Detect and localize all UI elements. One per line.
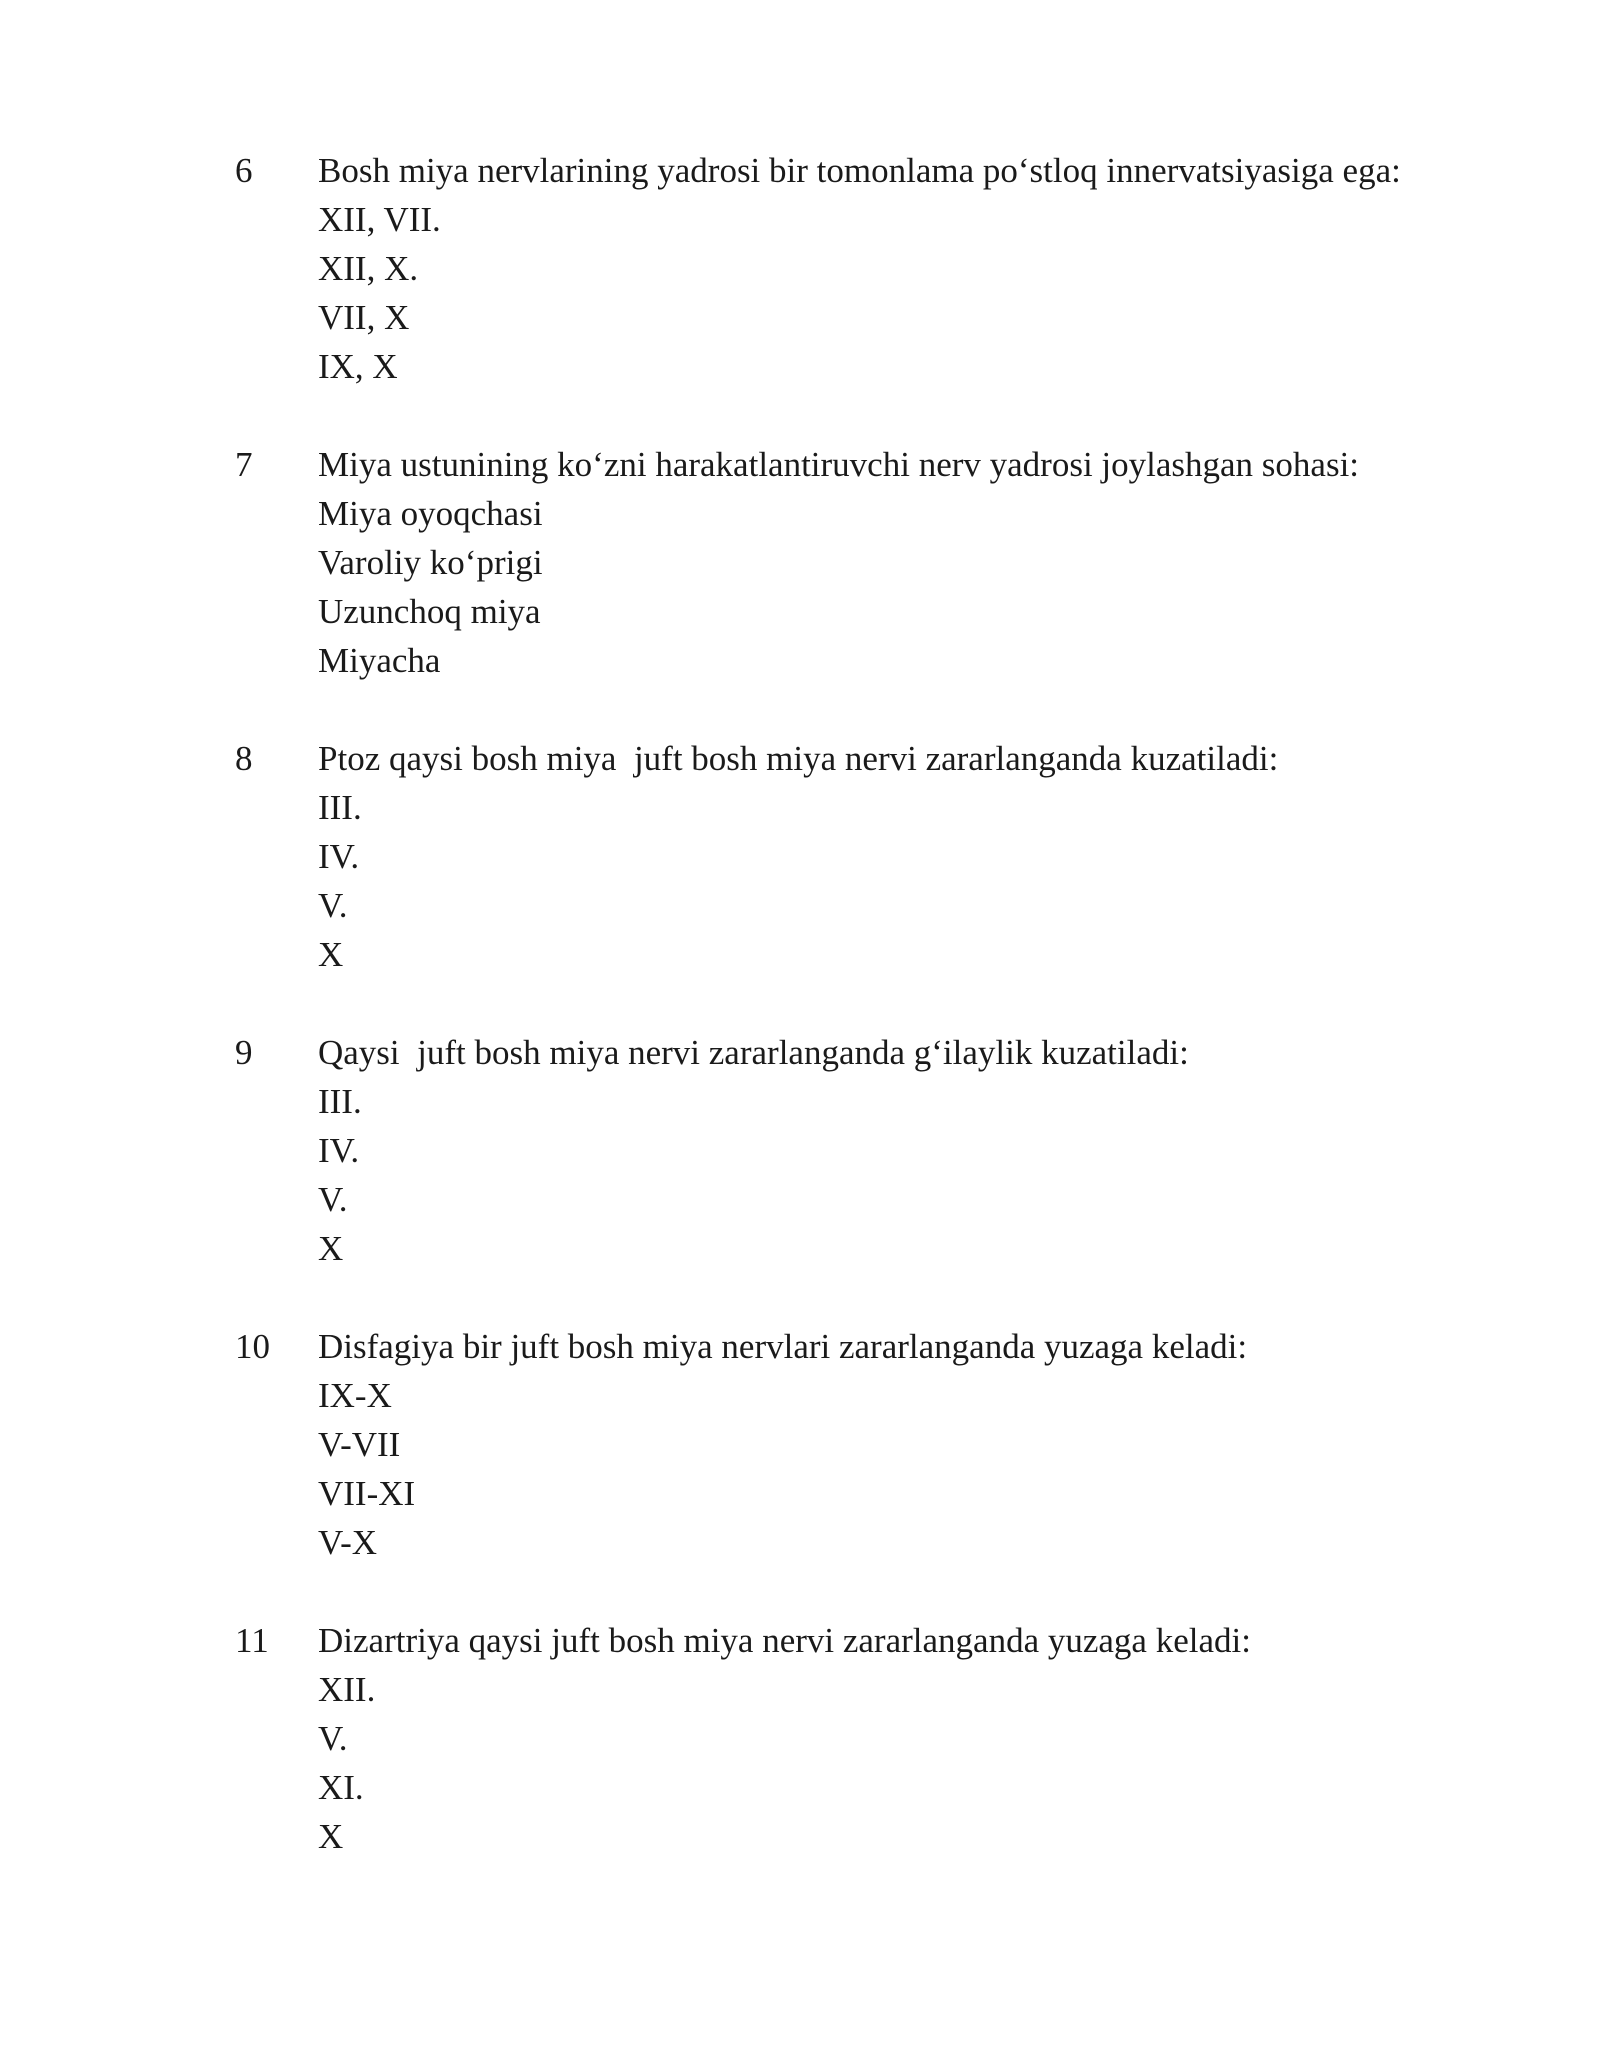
question-body: [318, 440, 1518, 685]
question-text: Bosh miya nervlarining yadrosi bir tomonlama po‘stloq innervatsiyasiga ega:: [318, 151, 1401, 190]
answer-option: XI.: [318, 1768, 364, 1807]
answer-option: IX, X: [318, 347, 398, 386]
answer-option: III.: [318, 788, 362, 827]
question-body: [318, 146, 1518, 391]
answer-option: IV.: [318, 837, 360, 876]
answer-option: V.: [318, 886, 348, 925]
answer-option: XII, VII.: [318, 200, 441, 239]
question-text: Qaysi juft bosh miya nervi zararlanganda g‘ilaylik kuzatiladi:: [318, 1033, 1189, 1072]
question-number: 10: [235, 1327, 270, 1366]
answer-option: XII.: [318, 1670, 376, 1709]
answer-option: IV.: [318, 1131, 360, 1170]
answer-option: IX-X: [318, 1376, 392, 1415]
answer-option: Varoliy ko‘prigi: [318, 543, 543, 582]
question-number: 7: [235, 445, 253, 484]
answer-option: Miyacha: [318, 641, 441, 680]
question-number: 6: [235, 151, 253, 190]
answer-option: Miya oyoqchasi: [318, 494, 543, 533]
question-number: 9: [235, 1033, 253, 1072]
question-body: [318, 1322, 1518, 1567]
question-body: [318, 734, 1518, 979]
question-text: Miya ustunining ko‘zni harakatlantiruvchi nerv yadrosi joylashgan sohasi:: [318, 445, 1360, 484]
answer-option: X: [318, 935, 344, 974]
answer-option: Uzunchoq miya: [318, 592, 541, 631]
question-body: [318, 1616, 1518, 1861]
question-body: [318, 1028, 1518, 1273]
answer-option: V-VII: [318, 1425, 401, 1464]
answer-option: VII, X: [318, 298, 410, 337]
answer-option: X: [318, 1229, 344, 1268]
answer-option: XII, X.: [318, 249, 419, 288]
answer-option: V.: [318, 1719, 348, 1758]
question-text: Dizartriya qaysi juft bosh miya nervi zararlanganda yuzaga keladi:: [318, 1621, 1251, 1660]
question-text: Ptoz qaysi bosh miya juft bosh miya nervi zararlanganda kuzatiladi:: [318, 739, 1279, 778]
answer-option: VII-XI: [318, 1474, 416, 1513]
answer-option: III.: [318, 1082, 362, 1121]
question-number: 8: [235, 739, 253, 778]
answer-option: X: [318, 1817, 344, 1856]
answer-option: V.: [318, 1180, 348, 1219]
question-text: Disfagiya bir juft bosh miya nervlari zararlanganda yuzaga keladi:: [318, 1327, 1248, 1366]
answer-option: V-X: [318, 1523, 377, 1562]
question-number: 11: [235, 1621, 269, 1660]
